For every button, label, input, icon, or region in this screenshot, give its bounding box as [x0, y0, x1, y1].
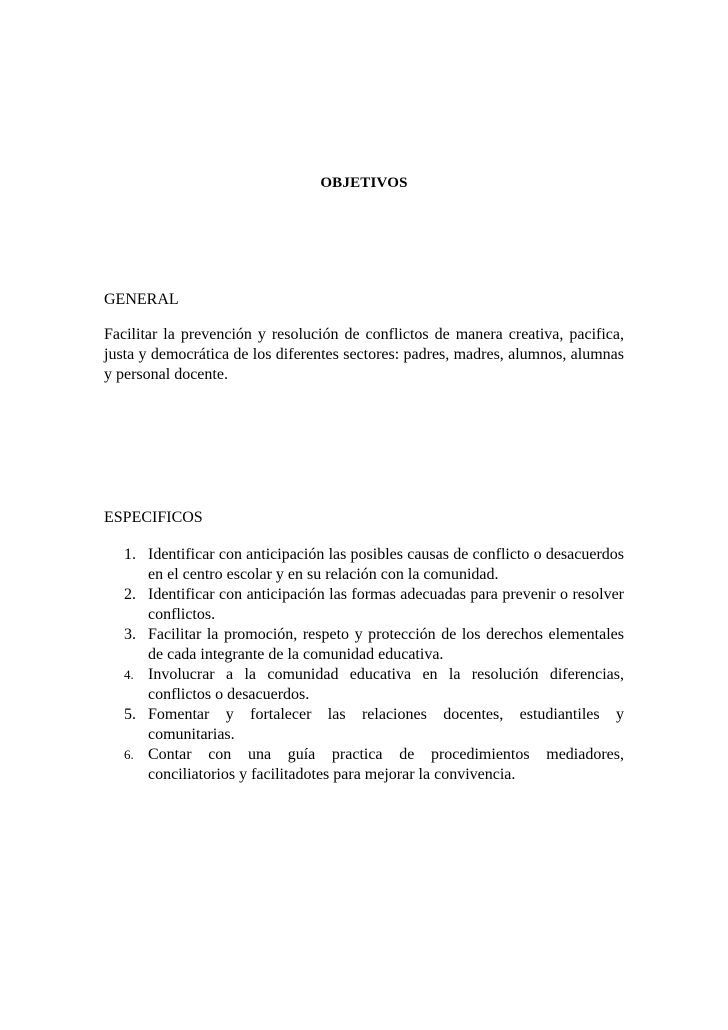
list-item-text: Involucrar a la comunidad educativa en la resolución diferencias, conflictos o desacuerdos. — [148, 666, 624, 703]
list-item-text: Identificar con anticipación las formas adecuadas para prevenir o resolver conflictos. — [148, 586, 624, 623]
list-item-text: Fomentar y fortalecer las relaciones docentes, estudiantiles y comunitarias. — [148, 706, 624, 743]
list-item — [104, 745, 624, 785]
list-item — [104, 665, 624, 705]
list-item-number: 6. — [124, 747, 134, 762]
list-item — [104, 625, 624, 665]
list-item-number: 3. — [124, 626, 136, 643]
list-item — [104, 545, 624, 585]
list-item-number: 2. — [124, 586, 136, 603]
list-item-number: 4. — [124, 667, 134, 682]
list-item-text: Facilitar la promoción, respeto y protección de los derechos elementales de cada integrante de la comunidad educativa. — [148, 626, 624, 663]
general-heading: GENERAL — [104, 291, 179, 308]
list-item-number: 1. — [124, 546, 136, 563]
list-item-text: Contar con una guía practica de procedimientos mediadores, conciliatorios y facilitadotes para mejorar la convivencia. — [148, 746, 624, 783]
especificos-heading: ESPECIFICOS — [104, 509, 203, 526]
list-item-number: 5. — [124, 706, 136, 723]
objectives-list — [104, 545, 624, 785]
list-item — [104, 585, 624, 625]
list-item — [104, 705, 624, 745]
page-title: OBJETIVOS — [320, 175, 408, 191]
general-paragraph: Facilitar la prevención y resolución de conflictos de manera creativa, pacifica, justa y democrática de los diferentes sectores: padres, madres, alumnos, alumnas y personal docente. — [104, 326, 624, 383]
list-item-text: Identificar con anticipación las posibles causas de conflicto o desacuerdos en el centro escolar y en su relación con la comunidad. — [148, 546, 624, 583]
